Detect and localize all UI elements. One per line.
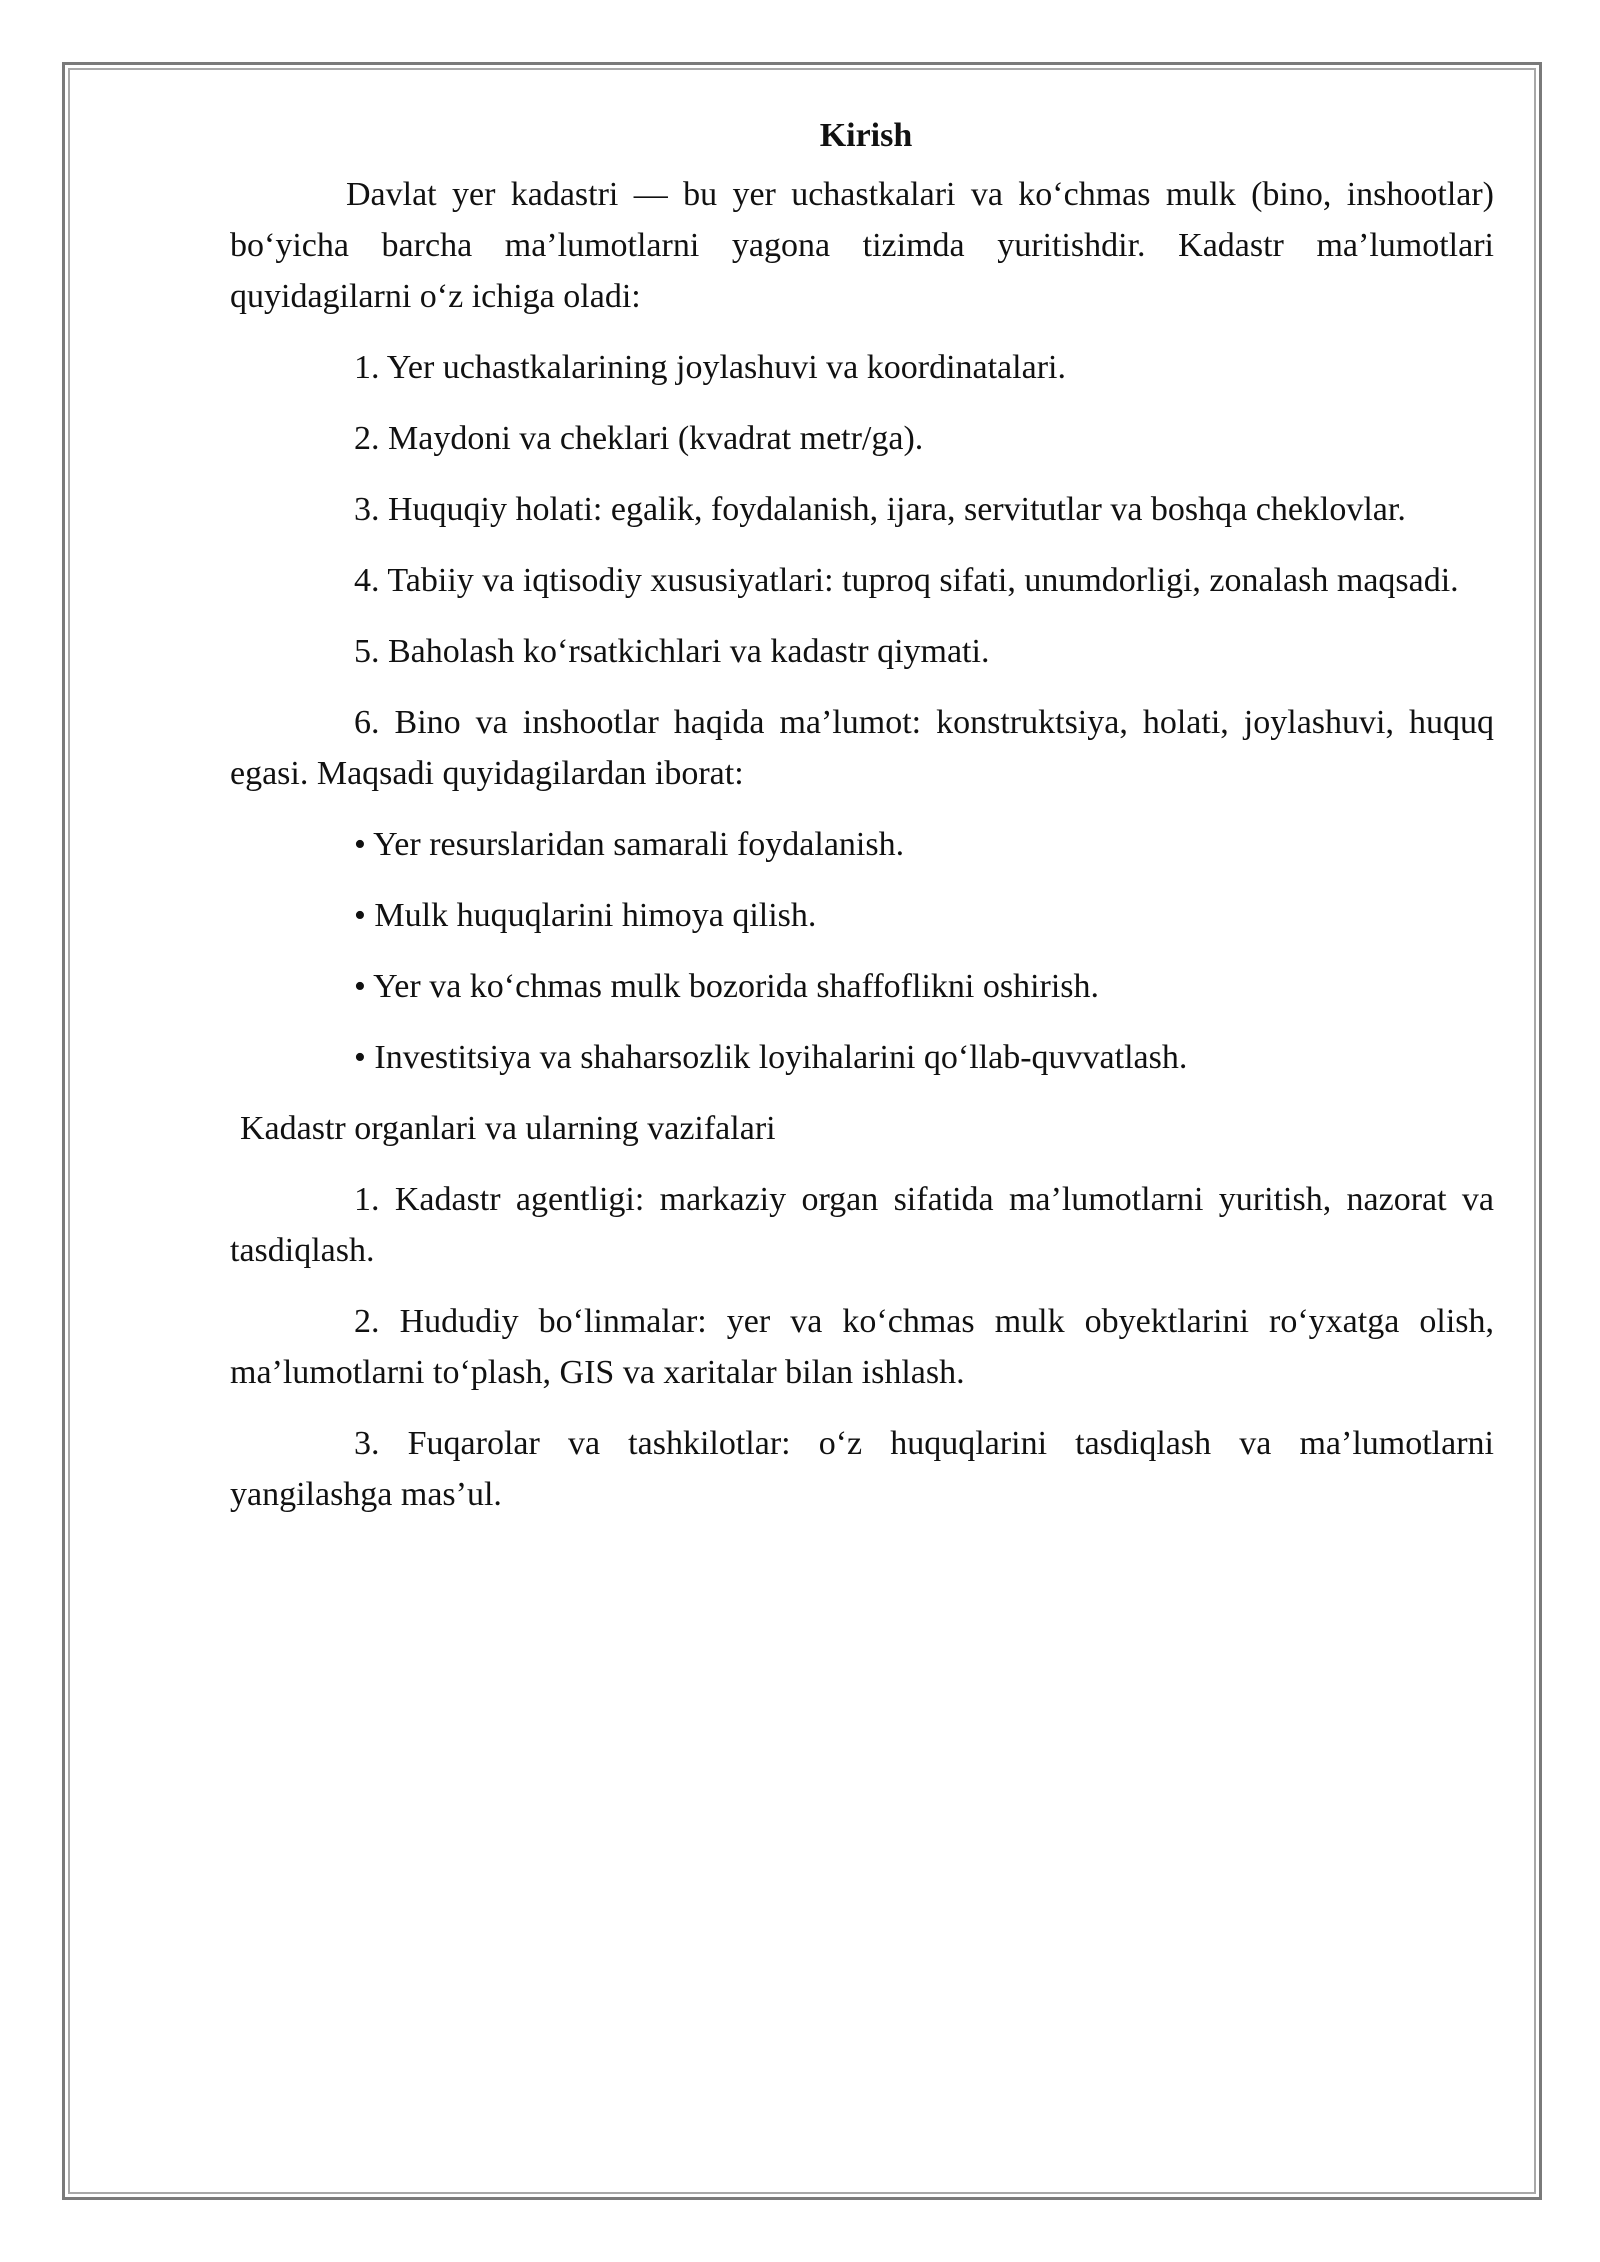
list-item: 4. Tabiiy va iqtisodiy xususiyatlari: tuproq sifati, unumdorligi, zonalash maqsadi. [354,562,1459,599]
list-item: 1. Yer uchastkalarining joylashuvi va koordinatalari. [354,349,1066,386]
list-item: 3. Fuqarolar va tashkilotlar: o‘z huquqlarini tasdiqlash va ma’lumotlarni yangilashga mas’ul. [230,1425,1494,1513]
list-item: 3. Huquqiy holati: egalik, foydalanish, ijara, servitutlar va boshqa cheklovlar. [354,491,1406,528]
section-subheading: Kadastr organlari va ularning vazifalari [240,1110,776,1147]
bullet-item: • Investitsiya va shaharsozlik loyihalarini qo‘llab-quvvatlash. [354,1039,1188,1076]
document-body [230,110,1494,1540]
list-item: 6. Bino va inshootlar haqida ma’lumot: konstruktsiya, holati, joylashuvi, huquq egasi. Maqsadi quyidagilardan iborat: [230,704,1494,792]
document-title: Kirish [819,117,913,154]
list-item: 5. Baholash ko‘rsatkichlari va kadastr qiymati. [354,633,990,670]
intro-paragraph: Davlat yer kadastri — bu yer uchastkalari va ko‘chmas mulk (bino, inshootlar) bo‘yicha barcha ma’lumotlarni yagona tizimda yuritishdir. Kadastr ma’lumotlari quyidagilarni o‘z ichiga oladi: [230,176,1494,315]
bullet-item: • Mulk huquqlarini himoya qilish. [354,897,817,934]
list-item: 1. Kadastr agentligi: markaziy organ sifatida ma’lumotlarni yuritish, nazorat va tasdiqlash. [230,1181,1494,1269]
list-item: 2. Hududiy bo‘linmalar: yer va ko‘chmas mulk obyektlarini ro‘yxatga olish, ma’lumotlarni to‘plash, GIS va xaritalar bilan ishlash. [230,1303,1494,1391]
bullet-item: • Yer va ko‘chmas mulk bozorida shaffoflikni oshirish. [354,968,1100,1005]
bullet-item: • Yer resurslaridan samarali foydalanish. [354,826,905,863]
list-item: 2. Maydoni va cheklari (kvadrat metr/ga). [354,420,924,457]
